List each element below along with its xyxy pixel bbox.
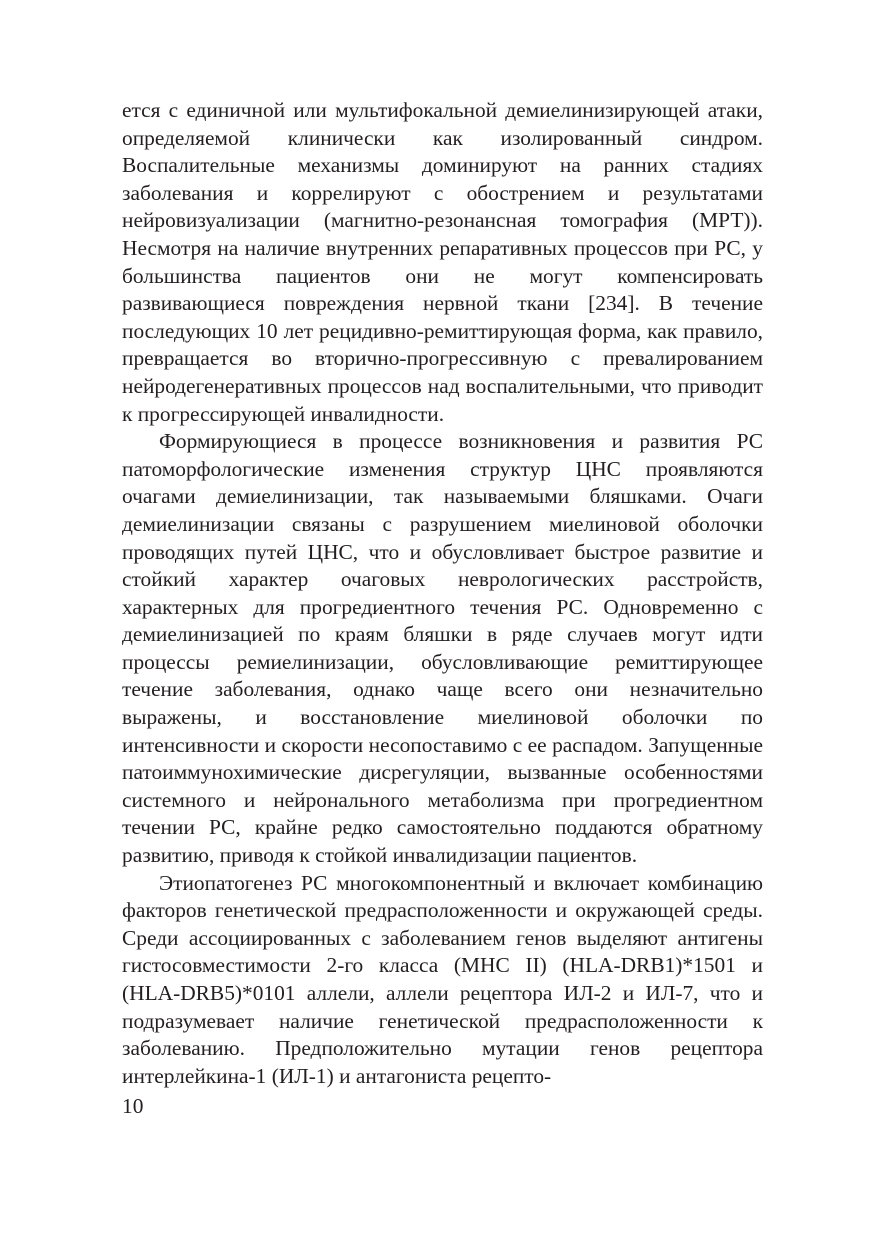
paragraph-pathomorphology: Формирующиеся в процессе возникновения и развития РС патоморфологические изменения структур ЦНС проявляются очагами демиелинизации, так называемыми бляшками. Очаги демиелинизации связаны с разрушением миелиновой оболочки проводящих путей ЦНС, что и обусловливает быстрое развитие и стойкий характер очаговых неврологических расстройств, характерных для прогредиентного течения РС. Одновременно с демиелинизацией по краям бляшки в ряде случаев могут идти процессы ремиелинизации, обусловливающие ремиттирующее течение заболевания, однако чаще всего они незначительно выражены, и восстановление миелиновой оболочки по интенсивности и скорости несопоставимо с ее распадом. Запущенные патоиммунохимические дисрегуляции, вызванные особенностями системного и нейронального метаболизма при прогредиентном течении РС, крайне редко самостоятельно поддаются обратному развитию, приводя к стойкой инвалидизации пациентов. <box>122 429 763 868</box>
body-text <box>122 97 763 1090</box>
paragraph-continued: ется с единичной или мультифокальной демиелинизирующей атаки, определяемой клинически как изолированный синдром. Воспалительные механизмы доминируют на ранних стадиях заболевания и коррелируют с обострением и результатами нейровизуализации (магнитно-резонансная томография (МРТ)). Несмотря на наличие внутренних репаративных процессов при РС, у большинства пациентов они не могут компенсировать развивающиеся повреждения нервной ткани [234]. В течение последующих 10 лет рецидивно-ремиттирующая форма, как правило, превращается во вторично-прогрессивную с превалированием нейродегенеративных процессов над воспалительными, что приводит к прогрессирующей инвалидности. <box>122 98 763 426</box>
paragraph-etiopathogenesis: Этиопатогенез РС многокомпонентный и включает комбинацию факторов генетической предрасположенности и окружающей среды. Среди ассоциированных с заболеванием генов выделяют антигены гистосовместимости 2-го класса (MHC II) (HLA-DRB1)*1501 и (HLA-DRB5)*0101 аллели, аллели рецептора ИЛ-2 и ИЛ-7, что и подразумевает наличие генетической предрасположенности к заболеванию. Предположительно мутации генов рецептора интерлейкина-1 (ИЛ-1) и антагониста рецепто- <box>122 870 763 1088</box>
page-number: 10 <box>122 1094 144 1118</box>
